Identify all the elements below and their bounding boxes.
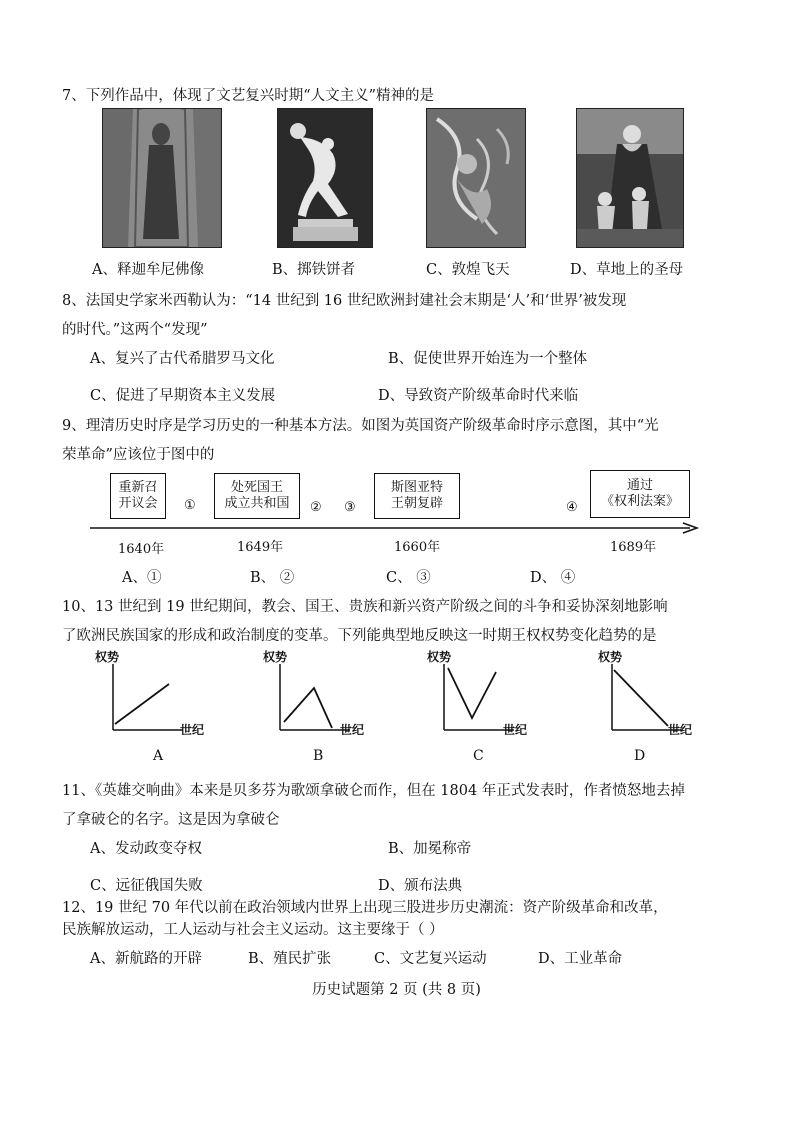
- graph-xlabel: 世纪: [668, 723, 693, 737]
- q8-option-a[interactable]: A、复兴了古代希腊罗马文化: [90, 351, 275, 367]
- q8-option-d[interactable]: D、导致资产阶级革命时代来临: [378, 388, 579, 404]
- timeline-year-1689: 1689年: [610, 540, 657, 555]
- timeline-box-bill-of-rights: [590, 470, 690, 518]
- q10-stem-line2: 了欧洲民族国家的形成和政治制度的变革。下列能典型地反映这一时期王权权势变化趋势的是: [62, 628, 657, 644]
- q7-option-b[interactable]: B、掷铁饼者: [272, 262, 356, 278]
- graph-ylabel: 权势: [427, 650, 452, 664]
- q11-option-a[interactable]: A、发动政变夺权: [90, 841, 202, 857]
- q8-option-c[interactable]: C、促进了早期资本主义发展: [90, 388, 276, 404]
- timeline-marker-4: ④: [566, 500, 578, 515]
- q12-option-c[interactable]: C、文艺复兴运动: [374, 951, 487, 967]
- timeline-marker-2: ②: [310, 500, 322, 515]
- timeline-box-line: 《权利法案》: [600, 494, 679, 509]
- q9-option-b[interactable]: B、 ②: [250, 570, 295, 586]
- graph-a-plot: [105, 664, 185, 736]
- graph-b-letter[interactable]: B: [313, 748, 324, 764]
- q12-stem-line2: 民族解放运动，工人运动与社会主义运动。这主要缘于（ ）: [62, 922, 444, 938]
- timeline-box-line: 成立共和国: [224, 496, 290, 511]
- q7-stem: 7、下列作品中，体现了文艺复兴时期“人文主义”精神的是: [62, 88, 435, 104]
- q11-option-c[interactable]: C、远征俄国失败: [90, 878, 203, 894]
- timeline-marker-1: ①: [184, 498, 196, 513]
- q12-option-a[interactable]: A、新航路的开辟: [90, 951, 202, 967]
- q9-stem-line2: 荣革命”应该位于图中的: [62, 447, 215, 463]
- q12-option-b[interactable]: B、殖民扩张: [248, 951, 332, 967]
- q12-stem-line1: 12、19 世纪 70 年代以前在政治领域内世界上出现三股进步历史潮流：资产阶级革命和改革，: [62, 900, 668, 916]
- timeline-year-1660: 1660年: [394, 540, 441, 555]
- q12-option-d[interactable]: D、工业革命: [538, 951, 623, 967]
- timeline-year-1649: 1649年: [237, 540, 284, 555]
- timeline-box-line: 王朝复辟: [390, 496, 443, 511]
- q8-stem-line1: 8、法国史学家米西勒认为：“14 世纪到 16 世纪欧洲封建社会末期是‘人’和‘世界’被发现: [62, 293, 627, 309]
- graph-xlabel: 世纪: [180, 723, 205, 737]
- madonna-meadow-image: [576, 108, 684, 248]
- timeline-box-line: 重新召: [118, 480, 158, 495]
- timeline-box-line: 通过: [626, 478, 653, 493]
- q9-option-c[interactable]: C、 ③: [386, 570, 431, 586]
- buddha-statue-image: [102, 108, 222, 248]
- q9-stem-line1: 9、理清历史时序是学习历史的一种基本方法。如图为英国资产阶级革命时序示意图，其中“光: [62, 418, 659, 434]
- q10-stem-line1: 10、13 世纪到 19 世纪期间，教会、国王、贵族和新兴资产阶级之间的斗争和妥协深刻地影响: [62, 599, 668, 615]
- graph-xlabel: 世纪: [503, 723, 528, 737]
- timeline-box-restoration: [374, 473, 460, 519]
- dunhuang-flying-apsaras-image: [426, 108, 526, 248]
- q9-option-d[interactable]: D、 ④: [530, 570, 576, 586]
- timeline-box-line: 开议会: [118, 496, 158, 511]
- q7-option-a[interactable]: A、释迦牟尼佛像: [92, 262, 204, 278]
- graph-d-letter[interactable]: D: [634, 748, 646, 764]
- q11-stem-line2: 了拿破仑的名字。这是因为拿破仑: [62, 812, 280, 828]
- q8-option-b[interactable]: B、促使世界开始连为一个整体: [388, 351, 588, 367]
- timeline-box-line: 斯图亚特: [390, 480, 443, 495]
- q7-option-d[interactable]: D、草地上的圣母: [570, 262, 684, 278]
- q9-option-a[interactable]: A、①: [122, 570, 162, 586]
- graph-a-letter[interactable]: A: [153, 748, 164, 764]
- timeline-marker-3: ③: [344, 500, 356, 515]
- q11-option-d[interactable]: D、颁布法典: [378, 878, 463, 894]
- graph-xlabel: 世纪: [340, 723, 365, 737]
- page-footer: 历史试题第 2 页 (共 8 页): [312, 982, 481, 998]
- q8-stem-line2: 的时代。”这两个“发现”: [62, 322, 208, 338]
- graph-ylabel: 权势: [95, 650, 120, 664]
- timeline-box-parliament: [110, 473, 166, 519]
- graph-c-letter[interactable]: C: [473, 748, 484, 764]
- timeline-year-1640: 1640年: [118, 542, 165, 557]
- q7-option-c[interactable]: C、敦煌飞天: [426, 262, 510, 278]
- q11-stem-line1: 11、《英雄交响曲》本来是贝多芬为歌颂拿破仑而作，但在 1804 年正式发表时，作者愤怒地去掉: [62, 783, 685, 799]
- graph-ylabel: 权势: [598, 650, 623, 664]
- q11-option-b[interactable]: B、加冕称帝: [388, 841, 472, 857]
- graph-ylabel: 权势: [263, 650, 288, 664]
- discobolus-image: [277, 108, 373, 248]
- timeline-axis: [85, 518, 705, 538]
- timeline-box-line: 处死国王: [230, 480, 283, 495]
- timeline-box-republic: [214, 473, 300, 519]
